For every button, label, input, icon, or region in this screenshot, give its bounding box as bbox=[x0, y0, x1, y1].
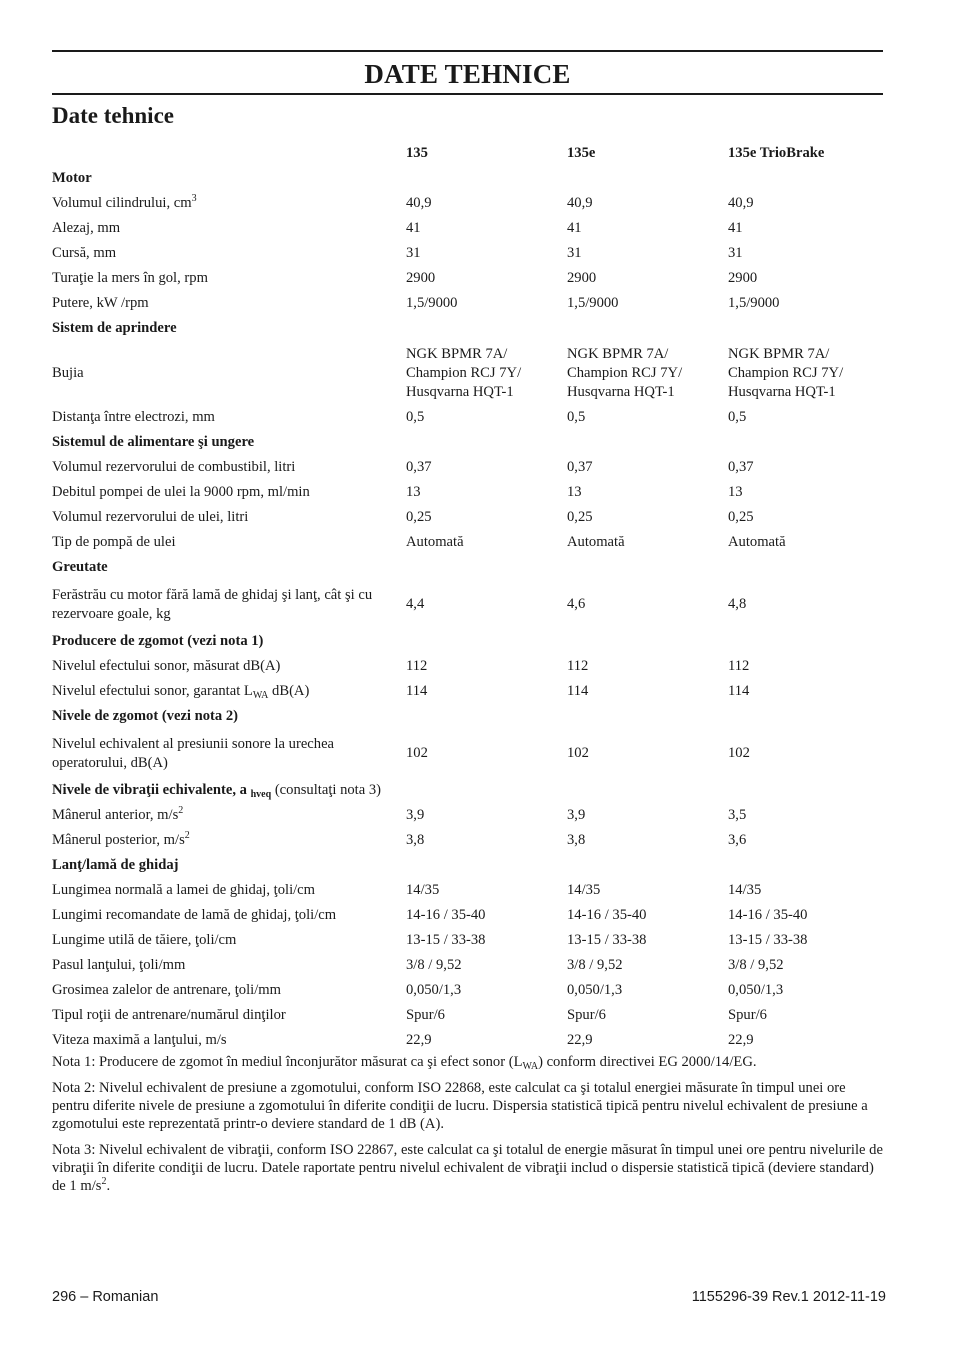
table-row bbox=[52, 291, 883, 316]
spec-label bbox=[52, 735, 406, 773]
spec-value: NGK BPMR 7A/ Champion RCJ 7Y/ Husqvarna HQT-1 bbox=[567, 345, 683, 400]
spec-value: 40,9 bbox=[567, 195, 593, 211]
note-3-superscript: 2 bbox=[101, 1176, 107, 1187]
spec-value: 0,37 bbox=[728, 459, 754, 475]
note-3 bbox=[52, 1141, 883, 1195]
spec-value: 112 bbox=[567, 658, 589, 674]
spec-label-text: Nivelul echivalent al presiunii sonore la urechea operatorului, dB(A) bbox=[52, 735, 335, 771]
note-2: Nota 2: Nivelul echivalent de presiune a zgomotului, conform ISO 22868, este calculat ca şi totalul energiei măsurate în timpul unei ore pentru diferite nivele de presiune a zgomotului în diferite condiţii de lucru. Dispersia statistică tipică pentru nivelul echivalent de presiune a zgomotului este reprezentată printr-o deviere standard de 1 dB (A). bbox=[52, 1080, 868, 1132]
category-label bbox=[52, 781, 752, 800]
spec-label-text: Lungimea normală a lamei de ghidaj, ţoli/cm bbox=[52, 882, 316, 898]
table-row bbox=[52, 530, 883, 555]
spec-value: 102 bbox=[728, 745, 750, 761]
spec-value: 0,37 bbox=[406, 459, 432, 475]
spec-value: 22,9 bbox=[567, 1032, 593, 1048]
spec-value: 41 bbox=[567, 220, 582, 236]
section-title: Date tehnice bbox=[52, 103, 174, 128]
category-label bbox=[52, 707, 752, 726]
spec-value: 112 bbox=[728, 658, 750, 674]
spec-value: 31 bbox=[728, 245, 743, 261]
spec-value: 31 bbox=[406, 245, 421, 261]
spec-value: 2900 bbox=[406, 270, 436, 286]
spec-value: 22,9 bbox=[406, 1032, 432, 1048]
spec-value: 3/8 / 9,52 bbox=[567, 957, 623, 973]
spec-label bbox=[52, 906, 406, 925]
spec-value: 114 bbox=[728, 683, 750, 699]
spec-label-text: Lungime utilă de tăiere, ţoli/cm bbox=[52, 932, 237, 948]
table-row bbox=[52, 505, 883, 530]
category-label-text: Sistem de aprindere bbox=[52, 320, 177, 336]
spec-value: 3,5 bbox=[728, 807, 747, 823]
spec-value: 112 bbox=[406, 658, 428, 674]
spec-label-text: Pasul lanţului, ţoli/mm bbox=[52, 957, 186, 973]
category-row bbox=[52, 555, 883, 580]
spec-value: NGK BPMR 7A/ Champion RCJ 7Y/ Husqvarna HQT-1 bbox=[406, 345, 522, 400]
spec-value: 1,5/9000 bbox=[567, 295, 619, 311]
category-label bbox=[52, 433, 752, 452]
spec-value: 114 bbox=[567, 683, 589, 699]
spec-label bbox=[52, 806, 406, 825]
note-1-subscript: WA bbox=[522, 1061, 539, 1072]
table-row bbox=[52, 928, 883, 953]
table-row bbox=[52, 903, 883, 928]
category-label bbox=[52, 558, 752, 577]
spec-value: 14-16 / 35-40 bbox=[728, 907, 808, 923]
table-row bbox=[52, 803, 883, 828]
spec-value: Automată bbox=[406, 534, 464, 550]
spec-label-text: Distanţa între electrozi, mm bbox=[52, 409, 215, 425]
spec-label-text: Mânerul posterior, m/s bbox=[52, 832, 185, 848]
spec-label bbox=[52, 219, 406, 238]
spec-value: 0,050/1,3 bbox=[567, 982, 623, 998]
category-label bbox=[52, 319, 752, 338]
category-row bbox=[52, 853, 883, 878]
spec-value: 41 bbox=[728, 220, 743, 236]
spec-value: 3/8 / 9,52 bbox=[728, 957, 784, 973]
spec-label bbox=[52, 931, 406, 950]
spec-table bbox=[52, 141, 883, 1053]
category-label bbox=[52, 856, 752, 875]
spec-label-text: Nivelul efectului sonor, măsurat dB(A) bbox=[52, 658, 281, 674]
spec-value: 13 bbox=[406, 484, 421, 500]
spec-label-text: Tipul roţii de antrenare/numărul dinţilor bbox=[52, 1007, 286, 1023]
spec-label bbox=[52, 1031, 406, 1050]
spec-value: 40,9 bbox=[406, 195, 432, 211]
spec-value: Automată bbox=[728, 534, 786, 550]
spec-value: 31 bbox=[567, 245, 582, 261]
category-row bbox=[52, 430, 883, 455]
table-row bbox=[52, 1003, 883, 1028]
spec-value: 102 bbox=[567, 745, 589, 761]
spec-label-text: Grosimea zalelor de antrenare, ţoli/mm bbox=[52, 982, 281, 998]
category-row bbox=[52, 778, 883, 803]
spec-label-suffix: dB(A) bbox=[268, 683, 310, 699]
category-label bbox=[52, 632, 752, 651]
footer-page-number: 296 – Romanian bbox=[52, 1289, 159, 1305]
spec-value: Spur/6 bbox=[728, 1007, 767, 1023]
spec-value: Automată bbox=[567, 534, 625, 550]
category-label-text: Nivele de vibraţii echivalente, a bbox=[52, 782, 251, 798]
spec-value: 2900 bbox=[567, 270, 597, 286]
category-row bbox=[52, 166, 883, 191]
spec-label-text: Putere, kW /rpm bbox=[52, 295, 149, 311]
spec-value: 114 bbox=[406, 683, 428, 699]
spec-value: 14-16 / 35-40 bbox=[567, 907, 647, 923]
spec-value: 13-15 / 33-38 bbox=[728, 932, 808, 948]
category-label-text: Sistemul de alimentare şi ungere bbox=[52, 434, 255, 450]
spec-label bbox=[52, 682, 406, 701]
table-row bbox=[52, 455, 883, 480]
spec-label bbox=[52, 657, 406, 676]
spec-value: 3,6 bbox=[728, 832, 747, 848]
column-header-135e: 135e bbox=[567, 145, 596, 161]
spec-value: 0,5 bbox=[728, 409, 747, 425]
table-row bbox=[52, 341, 883, 405]
category-label-suffix: (consultaţi nota 3) bbox=[271, 782, 382, 798]
table-row bbox=[52, 191, 883, 216]
column-header-135: 135 bbox=[406, 145, 428, 161]
table-row bbox=[52, 241, 883, 266]
spec-value: 13 bbox=[728, 484, 743, 500]
spec-value: 14/35 bbox=[567, 882, 601, 898]
note-3-text-end: . bbox=[106, 1178, 111, 1194]
spec-value: 1,5/9000 bbox=[406, 295, 458, 311]
spec-label bbox=[52, 244, 406, 263]
notes bbox=[52, 1053, 883, 1203]
column-header-135e-triobrake: 135e TrioBrake bbox=[728, 145, 825, 161]
spec-value: 1,5/9000 bbox=[728, 295, 780, 311]
table-row bbox=[52, 405, 883, 430]
spec-value: 40,9 bbox=[728, 195, 754, 211]
spec-label bbox=[52, 533, 406, 552]
top-rule bbox=[52, 50, 883, 52]
category-label-subscript: hveq bbox=[250, 789, 272, 800]
spec-label-text: Debitul pompei de ulei la 9000 rpm, ml/min bbox=[52, 484, 310, 500]
table-row bbox=[52, 878, 883, 903]
spec-value: 13 bbox=[567, 484, 582, 500]
table-row bbox=[52, 953, 883, 978]
spec-value: 2900 bbox=[728, 270, 758, 286]
spec-label bbox=[52, 408, 406, 427]
table-row bbox=[52, 1028, 883, 1053]
spec-value: 4,4 bbox=[406, 596, 425, 612]
spec-label bbox=[52, 294, 406, 313]
spec-value: 102 bbox=[406, 745, 428, 761]
spec-label bbox=[52, 956, 406, 975]
category-label bbox=[52, 169, 752, 188]
spec-value: 3,9 bbox=[406, 807, 425, 823]
spec-value: 13-15 / 33-38 bbox=[567, 932, 647, 948]
spec-value: 0,25 bbox=[728, 509, 754, 525]
spec-label-superscript: 2 bbox=[178, 805, 184, 816]
spec-value: NGK BPMR 7A/ Champion RCJ 7Y/ Husqvarna HQT-1 bbox=[728, 345, 844, 400]
spec-label-text: Cursă, mm bbox=[52, 245, 117, 261]
spec-label bbox=[52, 586, 406, 624]
table-row bbox=[52, 216, 883, 241]
table-body bbox=[52, 166, 883, 1053]
table-header-row bbox=[52, 141, 883, 166]
table-row bbox=[52, 480, 883, 505]
spec-label-text: Alezaj, mm bbox=[52, 220, 121, 236]
category-row bbox=[52, 704, 883, 729]
spec-value: 0,25 bbox=[406, 509, 432, 525]
spec-label-superscript: 3 bbox=[191, 193, 197, 204]
note-1-text-end: ) conform directivei EG 2000/14/EG. bbox=[538, 1054, 757, 1070]
spec-label-text: Turaţie la mers în gol, rpm bbox=[52, 270, 208, 286]
note-1-text: Nota 1: Producere de zgomot în mediul înconjurător măsurat ca şi efect sonor (L bbox=[52, 1054, 523, 1070]
spec-value: Spur/6 bbox=[406, 1007, 445, 1023]
category-label-text: Nivele de zgomot (vezi nota 2) bbox=[52, 708, 239, 724]
spec-label-text: Ferăstrău cu motor fără lamă de ghidaj şi lanţ, cât şi cu rezervoare goale, kg bbox=[52, 586, 373, 622]
spec-value: 22,9 bbox=[728, 1032, 754, 1048]
spec-label-text: Bujia bbox=[52, 364, 84, 381]
spec-label-subscript: WA bbox=[252, 690, 269, 701]
table-row bbox=[52, 580, 883, 629]
spec-label-text: Tip de pompă de ulei bbox=[52, 534, 176, 550]
table-row bbox=[52, 978, 883, 1003]
spec-label bbox=[52, 1006, 406, 1025]
spec-value: 14-16 / 35-40 bbox=[406, 907, 486, 923]
spec-value: 0,37 bbox=[567, 459, 593, 475]
table-row bbox=[52, 266, 883, 291]
spec-label-superscript: 2 bbox=[184, 830, 190, 841]
spec-label-text: Volumul rezervorului de combustibil, litri bbox=[52, 459, 296, 475]
table-row bbox=[52, 654, 883, 679]
spec-label bbox=[52, 508, 406, 527]
spec-value: Spur/6 bbox=[567, 1007, 606, 1023]
spec-label bbox=[52, 881, 406, 900]
spec-value: 41 bbox=[406, 220, 421, 236]
spec-value: 3,9 bbox=[567, 807, 586, 823]
spec-label bbox=[52, 981, 406, 1000]
spec-value: 3,8 bbox=[406, 832, 425, 848]
category-row bbox=[52, 629, 883, 654]
spec-label bbox=[52, 831, 406, 850]
note-3-text: Nota 3: Nivelul echivalent de vibraţii, conform ISO 22867, este calculat ca şi totalul de energie măsurat în timpul unei ore pentru nivelurile de vibraţii în diferite condiţii de lucru. Datele raportate pentru nivelul echivalent de vibraţii includ o dispersie statistică tipică (deviere standard) de 1 m/s bbox=[52, 1142, 883, 1194]
title-bottom-rule bbox=[52, 93, 883, 95]
spec-label bbox=[52, 364, 406, 383]
spec-label-text: Viteza maximă a lanţului, m/s bbox=[52, 1032, 227, 1048]
spec-value: 0,050/1,3 bbox=[406, 982, 462, 998]
spec-value: 3,8 bbox=[567, 832, 586, 848]
spec-label-text: Lungimi recomandate de lamă de ghidaj, ţoli/cm bbox=[52, 907, 337, 923]
spec-label-text: Volumul rezervorului de ulei, litri bbox=[52, 509, 249, 525]
spec-value: 13-15 / 33-38 bbox=[406, 932, 486, 948]
spec-label bbox=[52, 194, 406, 213]
spec-label bbox=[52, 269, 406, 288]
page-title: DATE TEHNICE bbox=[364, 59, 571, 89]
spec-value: 0,5 bbox=[567, 409, 586, 425]
spec-label bbox=[52, 458, 406, 477]
category-label-text: Greutate bbox=[52, 559, 108, 575]
spec-label-text: Nivelul efectului sonor, garantat L bbox=[52, 683, 253, 699]
category-label-text: Producere de zgomot (vezi nota 1) bbox=[52, 633, 264, 649]
spec-value: 0,5 bbox=[406, 409, 425, 425]
table-row bbox=[52, 679, 883, 704]
spec-value: 0,050/1,3 bbox=[728, 982, 784, 998]
spec-value: 14/35 bbox=[728, 882, 762, 898]
note-1 bbox=[52, 1053, 883, 1071]
table-row bbox=[52, 828, 883, 853]
spec-label-text: Mânerul anterior, m/s bbox=[52, 807, 179, 823]
spec-value: 0,25 bbox=[567, 509, 593, 525]
category-label-text: Motor bbox=[52, 170, 92, 186]
spec-value: 3/8 / 9,52 bbox=[406, 957, 462, 973]
spec-value: 4,8 bbox=[728, 596, 747, 612]
spec-label-text: Volumul cilindrului, cm bbox=[52, 195, 192, 211]
category-row bbox=[52, 316, 883, 341]
footer-document-id: 1155296-39 Rev.1 2012-11-19 bbox=[691, 1289, 886, 1305]
spec-label bbox=[52, 483, 406, 502]
table-row bbox=[52, 729, 883, 778]
category-label-text: Lanţ/lamă de ghidaj bbox=[52, 857, 179, 873]
spec-value: 14/35 bbox=[406, 882, 440, 898]
spec-value: 4,6 bbox=[567, 596, 586, 612]
